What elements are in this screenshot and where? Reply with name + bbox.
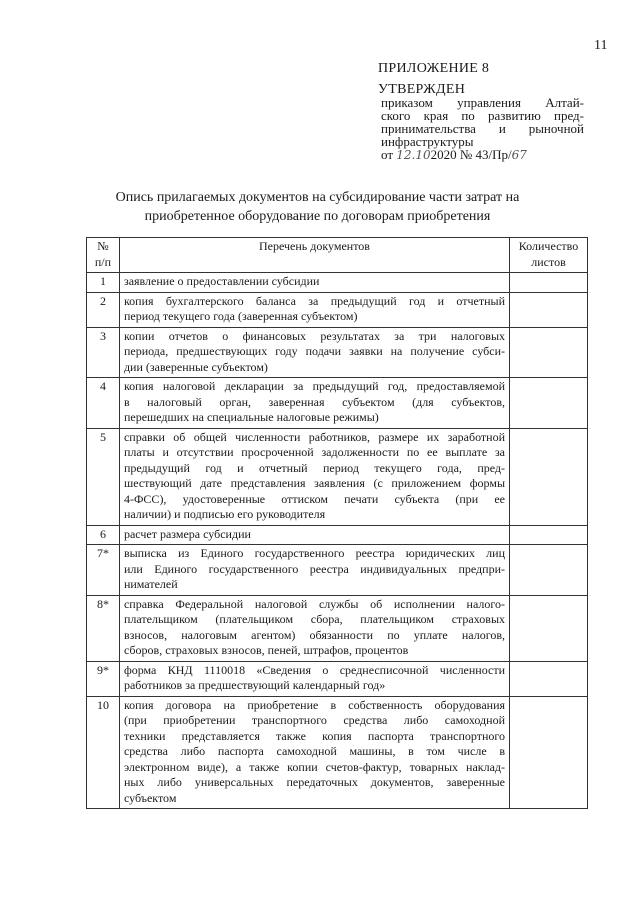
document-line: техники представляется также копия паспорта транспортного <box>123 728 506 743</box>
appendix-label: ПРИЛОЖЕНИЕ 8 <box>378 61 490 76</box>
row-number: 10 <box>87 696 120 809</box>
row-sheet-count <box>510 545 588 596</box>
approved-label: УТВЕРЖДЕН <box>378 82 466 97</box>
row-sheet-count <box>510 327 588 378</box>
handwritten-date: 12.10 <box>396 148 431 162</box>
order-text <box>381 96 584 148</box>
document-line: периода, предшествующих году подачи заявки на получение субси- <box>123 344 506 358</box>
row-sheet-count <box>510 292 588 327</box>
header-num: № п/п <box>87 238 120 273</box>
row-number: 7* <box>87 545 120 596</box>
row-document <box>119 545 509 596</box>
document-line: копии отчетов о финансовых результатах за три налоговых <box>123 328 506 343</box>
document-line: ных либо универсальных передаточных документов, заверенные <box>123 775 506 789</box>
table-row <box>87 696 588 809</box>
document-line: или Единого государственного реестра индивидуальных предпри- <box>123 561 506 576</box>
document-line: электронном виде), а также копии счетов-фактур, товарных наклад- <box>123 759 506 774</box>
row-number: 5 <box>87 428 120 525</box>
document-line: сборов, страховых взносов, пеней, штрафов, процентов <box>123 643 409 657</box>
order-date <box>381 148 584 162</box>
document-line: расчет размера субсидии <box>123 526 251 541</box>
row-sheet-count <box>510 428 588 525</box>
row-number: 1 <box>87 273 120 293</box>
document-line: справка Федеральной налоговой службы об исполнении налого- <box>123 596 506 611</box>
document-line: шествующий дате представления заявления (с приложением формы <box>123 476 506 490</box>
document-line: (при приобретении транспортного средства либо самоходной <box>123 713 506 727</box>
document-line: средства либо паспорта самоходной машины, в том числе в <box>123 744 506 758</box>
row-document <box>119 378 509 429</box>
table-row <box>87 273 588 293</box>
document-title <box>60 188 575 226</box>
documents-table <box>86 237 588 809</box>
order-line: приказом управления Алтай- <box>381 95 584 110</box>
table-row <box>87 428 588 525</box>
row-document <box>119 273 509 293</box>
document-line: в налоговый орган, заверенная субъектом (для субъектов, <box>123 394 506 409</box>
document-line: копия бухгалтерского баланса за предыдущий год и отчетный <box>123 293 506 308</box>
table-row <box>87 661 588 696</box>
document-line: платы и отсутствии просроченной задолженности по ее выплате за <box>123 445 506 459</box>
table-row <box>87 378 588 429</box>
order-line: ского края по развитию пред- <box>381 108 584 123</box>
table-row <box>87 327 588 378</box>
row-number: 6 <box>87 525 120 545</box>
document-line: предыдущий год и отчетный период текущего года, пред- <box>123 460 506 475</box>
table-row <box>87 545 588 596</box>
row-document <box>119 661 509 696</box>
row-number: 2 <box>87 292 120 327</box>
page-number: 11 <box>594 38 608 53</box>
table-row <box>87 595 588 661</box>
row-document <box>119 525 509 545</box>
document-line: заявление о предоставлении субсидии <box>123 274 320 288</box>
row-sheet-count <box>510 661 588 696</box>
document-line: период текущего года (заверенная субъектом) <box>123 309 358 323</box>
document-line: субъектом <box>123 790 177 805</box>
document-line: выписка из Единого государственного реестра юридических лиц <box>123 546 506 560</box>
row-number: 4 <box>87 378 120 429</box>
row-document <box>119 696 509 809</box>
row-document <box>119 327 509 378</box>
row-document <box>119 595 509 661</box>
document-line: справки об общей численности работников, размере их заработной <box>123 429 506 444</box>
table-header-row <box>87 238 588 273</box>
row-number: 9* <box>87 661 120 696</box>
document-line: форма КНД 1110018 «Сведения о среднесписочной численности <box>123 662 506 677</box>
header-count: Количество листов <box>510 238 588 273</box>
table-row <box>87 525 588 545</box>
document-line: перешедших на специальные налоговые режимы) <box>123 410 379 424</box>
title-line: приобретенное оборудование по договорам приобретения <box>144 209 491 224</box>
row-sheet-count <box>510 378 588 429</box>
row-sheet-count <box>510 525 588 545</box>
document-line: плательщиком (плательщиком сбора, плательщиком страховых <box>123 612 506 626</box>
row-document <box>119 428 509 525</box>
order-line: инфраструктуры <box>381 134 474 149</box>
approval-block <box>378 62 584 162</box>
table-row <box>87 292 588 327</box>
title-line: Опись прилагаемых документов на субсидирование части затрат на <box>115 190 520 205</box>
document-line: 4-ФСС), удостоверенные оттиском печати субъекта (при ее <box>123 491 506 506</box>
row-number: 3 <box>87 327 120 378</box>
row-document <box>119 292 509 327</box>
document-line: наличии) и подписью его руководителя <box>123 507 326 521</box>
document-line: взносов, налоговым агентом) обязанности по уплате налогов, <box>123 627 506 642</box>
document-line: работников за предшествующий календарный год» <box>123 678 386 692</box>
order-line: принимательства и рыночной <box>381 121 584 136</box>
document-line: нимателей <box>123 577 178 591</box>
row-number: 8* <box>87 595 120 661</box>
document-line: копия договора на приобретение в собственность оборудования <box>123 697 506 712</box>
handwritten-number: 67 <box>511 148 527 162</box>
document-line: копия налоговой декларации за предыдущий год, предоставляемой <box>123 379 506 393</box>
row-sheet-count <box>510 696 588 809</box>
document-line: дии (заверенные субъектом) <box>123 359 268 374</box>
date-printed: 2020 № 43/Пр/ <box>430 147 512 162</box>
row-sheet-count <box>510 595 588 661</box>
date-prefix: от <box>381 147 397 162</box>
row-sheet-count <box>510 273 588 293</box>
header-docs: Перечень документов <box>119 238 509 273</box>
